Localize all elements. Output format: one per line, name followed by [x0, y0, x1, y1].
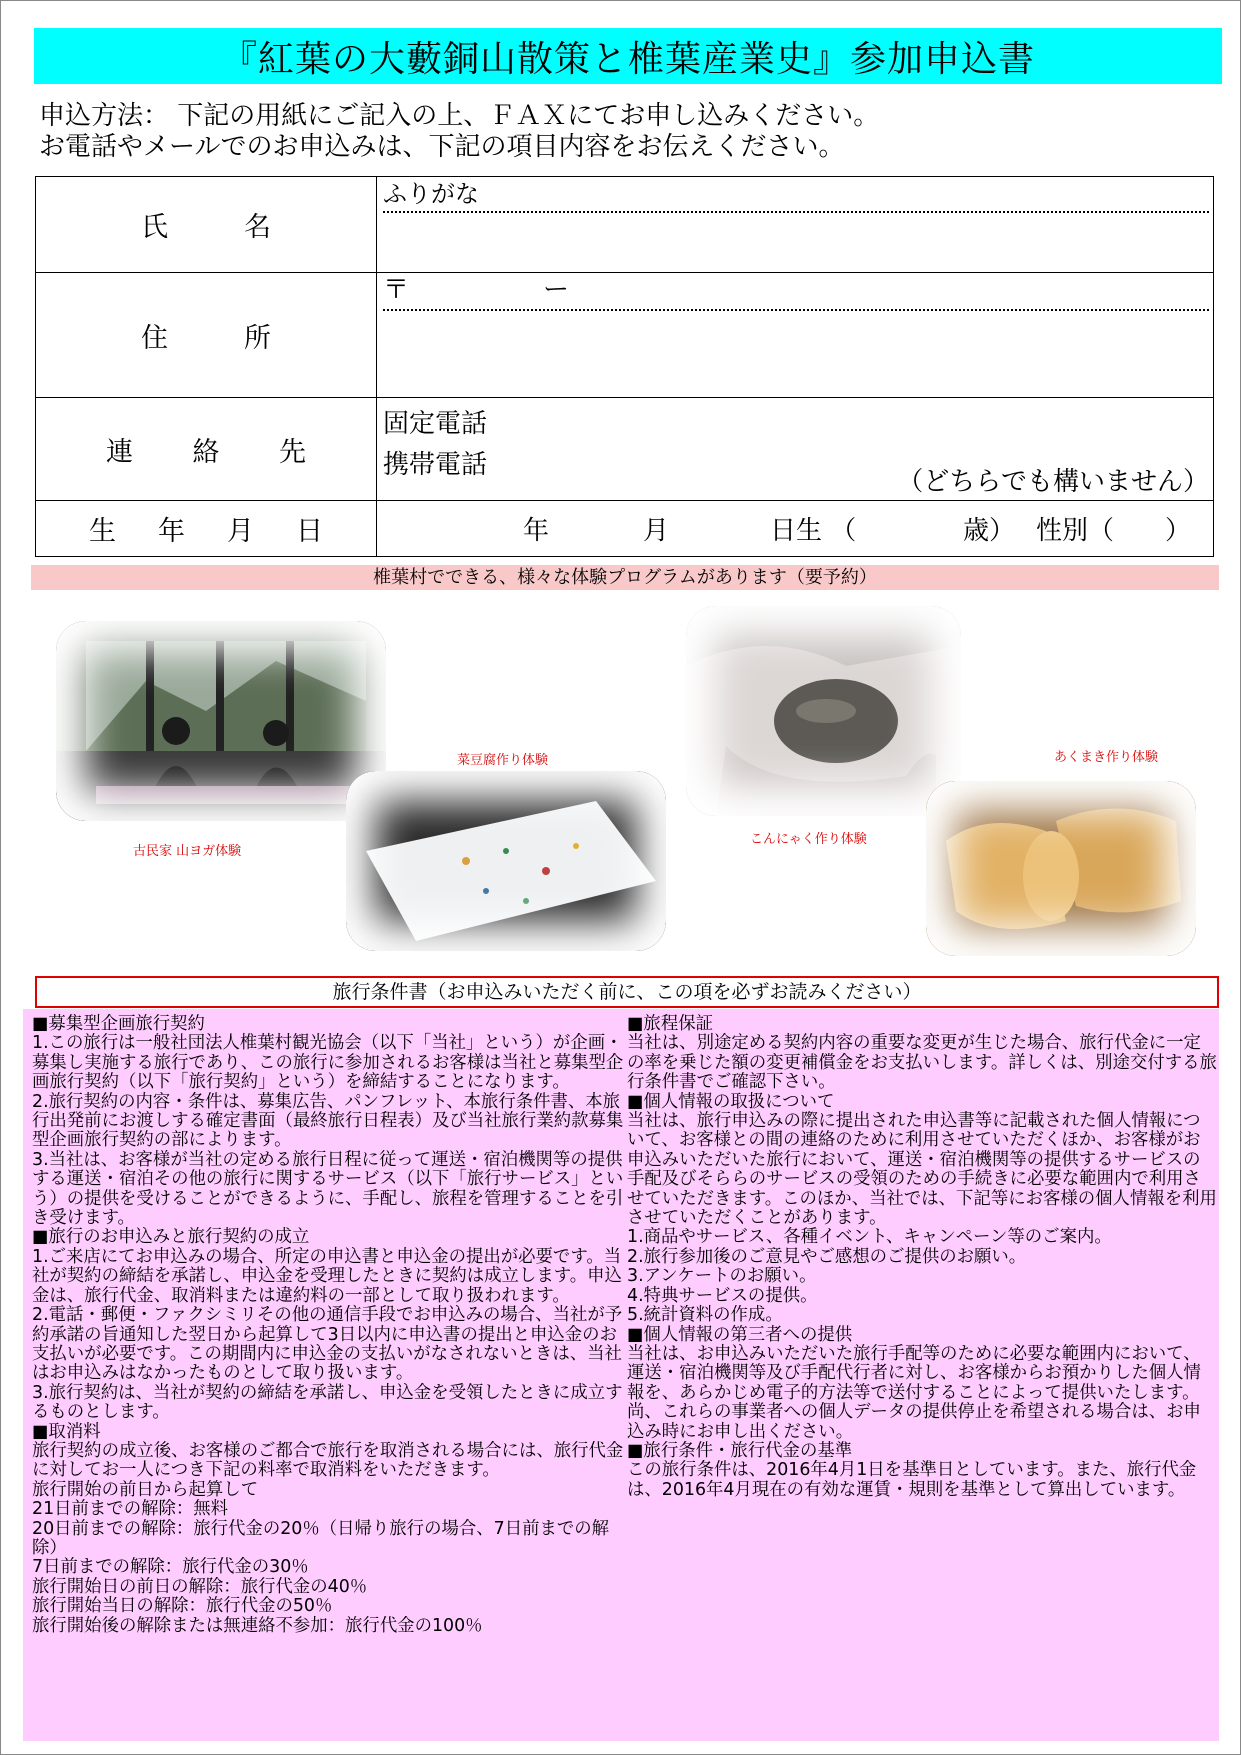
- experience-banner: 椎葉村でできる、様々な体験プログラムがあります（要予約）: [31, 565, 1219, 590]
- terms-paragraph: 当社は、お申込みいただいた旅行手配等のために必要な範囲内において、運送・宿泊機関等及び手配代行者に対し、お客様からお預かりした個人情報を、あらかじめ電子的方法等で送付することによって提供いたします。尚、これらの事業者への個人データの提供停止を希望される場合は、お申込み時にお申し出ください。: [627, 1343, 1201, 1442]
- terms-heading: ■募集型企画旅行契約: [32, 1014, 205, 1034]
- tofu-photo: [346, 771, 666, 951]
- address-label: 住 所: [36, 273, 377, 398]
- terms-right-column: [627, 1015, 1217, 1500]
- page-title: 『紅葉の大藪銅山散策と椎葉産業史』参加申込書: [34, 28, 1222, 84]
- terms-paragraph: 旅行開始の前日から起算して: [32, 1479, 259, 1500]
- age-label: 歳）: [963, 515, 1016, 546]
- contact-label: 連 絡 先: [36, 398, 377, 501]
- terms-heading: ■個人情報の第三者への提供: [627, 1324, 853, 1345]
- day-label: 日生 （: [770, 515, 857, 546]
- terms-paragraph: 1.ご来店にてお申込みの場合、所定の申込書と申込金の提出が必要です。当社が契約の締結を承諾し、申込金を受理したときに契約は成立します。申込金は、旅行代金、取消料または違約料の一部として取り扱われます。: [32, 1246, 622, 1306]
- terms-paragraph: 20日前までの解除：旅行代金の20％（日帰り旅行の場合、7日前までの解除）: [32, 1518, 610, 1558]
- terms-paragraph: 5.統計資料の作成。: [627, 1305, 783, 1326]
- terms-paragraph: この旅行条件は、2016年4月1日を基準日としています。また、旅行代金は、2016年4月現在の有効な運賃・規則を基準として算出しています。: [627, 1460, 1197, 1500]
- terms-paragraph: 4.特典サービスの提供。: [627, 1285, 818, 1306]
- terms-heading: ■旅行のお申込みと旅行契約の成立: [32, 1227, 310, 1248]
- terms-paragraph: 7日前までの解除：旅行代金の30％: [32, 1557, 309, 1578]
- terms-paragraph: 2.旅行契約の内容・条件は、募集広告、パンフレット、本旅行条件書、本旅行出発前にお渡しする確定書面（最終旅行日程表）及び当社旅行業約款募集型企画旅行契約の部によります。: [32, 1091, 624, 1151]
- postal-dash: ー: [543, 275, 570, 305]
- yoga-photo: [56, 621, 386, 821]
- terms-paragraph: 旅行開始後の解除または無連絡不参加：旅行代金の100％: [32, 1615, 483, 1636]
- birth-field[interactable]: [377, 501, 1214, 557]
- terms-paragraph: 当社は、別途定める契約内容の重要な変更が生じた場合、旅行代金に一定の率を乗じた額の変更補償金をお支払いします。詳しくは、別途交付する旅行条件書でご確認下さい。: [627, 1033, 1217, 1093]
- furigana-line[interactable]: ふりがな: [383, 177, 1209, 213]
- yoga-caption: 古民家 山ヨガ体験: [133, 844, 242, 859]
- akumaki-caption: あくまき作り体験: [1054, 750, 1159, 765]
- contact-field[interactable]: [377, 398, 1214, 501]
- postal-code-line[interactable]: [383, 273, 1209, 311]
- akumaki-photo: [926, 781, 1196, 956]
- name-field[interactable]: [377, 177, 1214, 273]
- terms-paragraph: 3.当社は、お客様が当社の定める旅行日程に従って運送・宿泊機関等の提供する運送・宿泊その他の旅行に関するサービス（以下「旅行サービス」という）の提供を受けることができるように、手配し、旅程を管理することを引き受けます。: [32, 1149, 624, 1229]
- terms-panel: [23, 1009, 1219, 1741]
- terms-heading: ■旅程保証: [627, 1014, 713, 1034]
- tofu-caption: 菜豆腐作り体験: [457, 753, 549, 768]
- terms-paragraph: 2.電話・郵便・ファクシミリその他の通信手段でお申込みの場合、当社が予約承諾の旨通知した翌日から起算して3日以内に申込書の提出と申込金のお支払いが必要です。この期間内に申込金の支払いがなされないときは、当社はお申込みはなかったものとして取り扱います。: [32, 1305, 623, 1384]
- year-label: 年: [523, 515, 550, 546]
- terms-paragraph: 当社は、旅行申込みの際に提出された申込書等に記載された個人情報について、お客様との間の連絡のために利用させていただくほか、お客様がお申込みいただいた旅行において、運送・宿泊機関等の提供するサービスの手配及びそららのサービスの受領のための手続きに必要な範囲内で利用させていただきます。このほか、当社では、下記等にお客様の個人情報を利用させていただくことがあります。: [627, 1111, 1217, 1229]
- terms-paragraph: 3.アンケートのお願い。: [627, 1266, 817, 1287]
- terms-paragraph: 旅行契約の成立後、お客様のご都合で旅行を取消される場合には、旅行代金に対してお一人につき下記の料率で取消料をいただきます。: [32, 1440, 624, 1481]
- intro-line-2: お電話やメールでのお申込みは、下記の項目内容をお伝えください。: [39, 132, 845, 162]
- application-form: [35, 176, 1214, 557]
- either-note: （どちらでも構いません）: [897, 467, 1209, 497]
- terms-paragraph: 1.この旅行は一般社団法人椎葉村観光協会（以下「当社」という）が企画・募集し実施する旅行であり、この旅行に参加されるお客様は当社と募集型企画旅行契約（以下「旅行契約」という）を締結することになります。: [32, 1033, 624, 1093]
- terms-paragraph: 旅行開始当日の解除：旅行代金の50％: [32, 1596, 333, 1617]
- terms-heading: ■個人情報の取扱について: [627, 1091, 835, 1112]
- intro-text: [39, 101, 1219, 163]
- terms-heading: ■取消料: [32, 1421, 101, 1442]
- mobile-label: 携帯電話: [383, 450, 488, 480]
- terms-heading: ■旅行条件・旅行代金の基準: [627, 1440, 853, 1461]
- terms-paragraph: 21日前までの解除：無料: [32, 1499, 229, 1520]
- address-field[interactable]: [377, 273, 1214, 398]
- gender-close: ）: [1165, 515, 1192, 546]
- month-label: 月: [643, 515, 670, 546]
- terms-paragraph: 2.旅行参加後のご意見やご感想のご提供のお願い。: [627, 1246, 1027, 1267]
- konnyaku-caption: こんにゃく作り体験: [750, 832, 867, 847]
- landline-label: 固定電話: [383, 409, 488, 439]
- terms-paragraph: 旅行開始日の前日の解除：旅行代金の40％: [32, 1576, 368, 1597]
- name-label: 氏 名: [36, 177, 377, 273]
- terms-paragraph: 1.商品やサービス、各種イベント、キャンペーン等のご案内。: [627, 1227, 1112, 1248]
- terms-left-column: [32, 1015, 626, 1636]
- postal-mark: 〒: [383, 275, 410, 305]
- gender-label: 性別（: [1036, 515, 1115, 546]
- intro-line-1: 申込方法： 下記の用紙にご記入の上、ＦＡＸにてお申し込みください。: [39, 101, 880, 131]
- birth-label: 生 年 月 日: [36, 501, 377, 557]
- conditions-title: 旅行条件書（お申込みいただく前に、この項を必ずお読みください）: [35, 976, 1219, 1008]
- terms-paragraph: 3.旅行契約は、当社が契約の締結を承諾し、申込金を受領したときに成立するものとします。: [32, 1382, 623, 1423]
- konnyaku-photo: [686, 606, 961, 816]
